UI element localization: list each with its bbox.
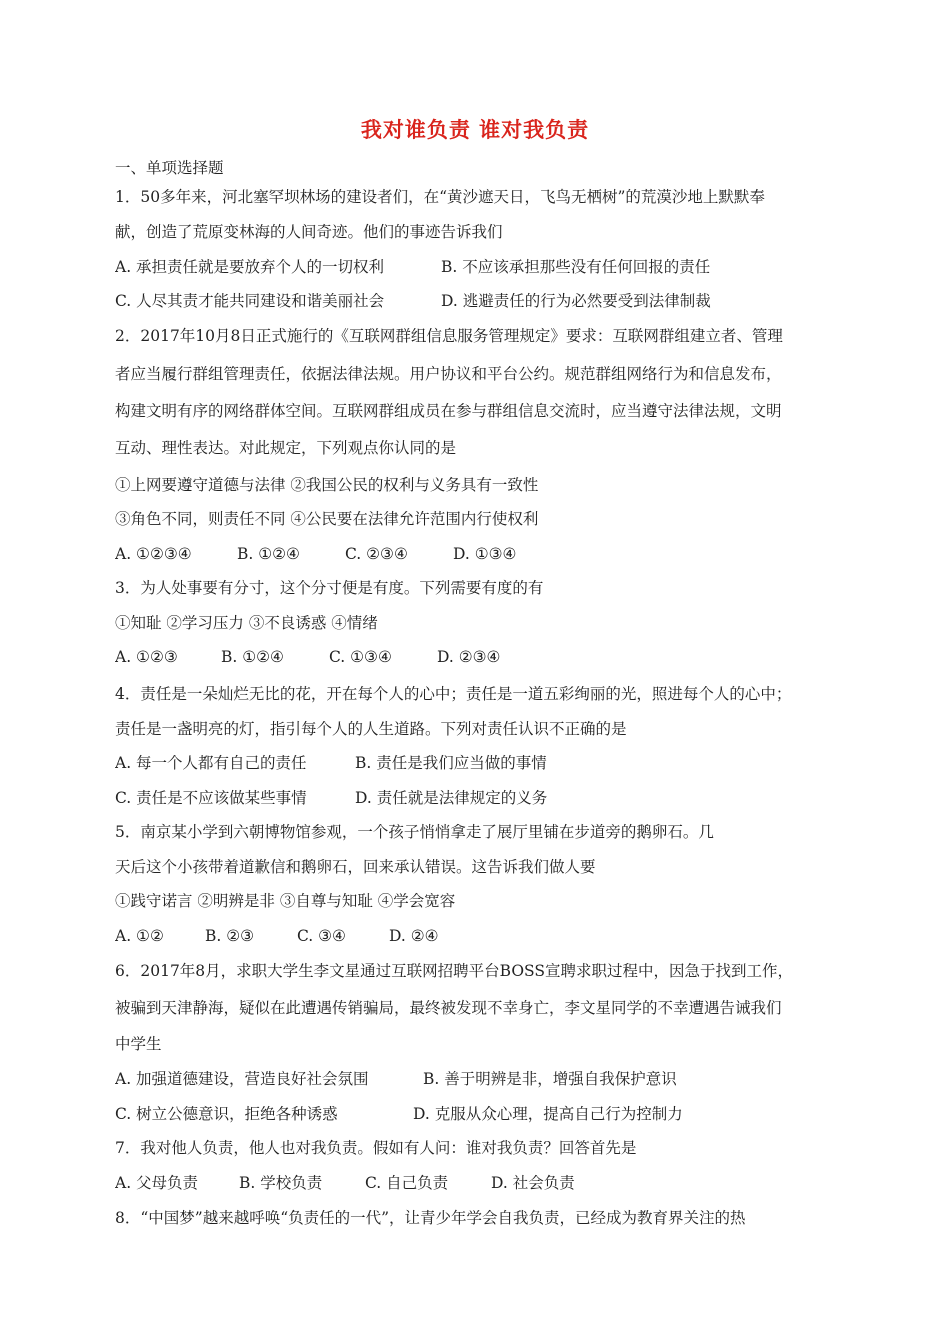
option-d: D. ①③④ (453, 545, 517, 563)
option-a: A. 加强道德建设，营造良好社会氛围 (115, 1070, 369, 1088)
option-c: C. 人尽其责才能共同建设和谐美丽社会 (115, 292, 385, 310)
question-5-stem-line-1: 5．南京某小学到六朝博物馆参观，一个孩子悄悄拿走了展厅里铺在步道旁的鹅卵石。几 (115, 823, 714, 841)
option-a: A. ①②③④ (115, 545, 192, 563)
question-1-options-row-1 (115, 257, 845, 277)
option-a: A. ①② (115, 927, 164, 945)
option-a: A. 承担责任就是要放弃个人的一切权利 (115, 258, 385, 276)
option-d: D. 克服从众心理，提高自己行为控制力 (413, 1105, 683, 1123)
option-a: A. 父母负责 (115, 1174, 199, 1192)
option-b: B. 责任是我们应当做的事情 (355, 754, 547, 772)
question-5-stem-line-2: 天后这个小孩带着道歉信和鹅卵石，回来承认错误。这告诉我们做人要 (115, 858, 596, 876)
question-6-options-row-2 (115, 1104, 845, 1124)
option-b: B. 善于明辨是非，增强自我保护意识 (423, 1070, 677, 1088)
question-2-stem-line-1: 2．2017年10月8日正式施行的《互联网群组信息服务管理规定》要求：互联网群组建立者、管理 (115, 327, 783, 345)
option-c: C. 自己负责 (365, 1174, 449, 1192)
option-b: B. 不应该承担那些没有任何回报的责任 (441, 258, 711, 276)
option-d: D. 责任就是法律规定的义务 (355, 789, 548, 807)
option-b: B. ②③ (205, 927, 255, 945)
option-a: A. 每一个人都有自己的责任 (115, 754, 307, 772)
option-b: B. 学校负责 (239, 1174, 323, 1192)
option-b: B. ①②④ (237, 545, 300, 563)
question-6-stem-line-3: 中学生 (115, 1035, 162, 1053)
question-4-options-row-1 (115, 753, 845, 773)
option-b: B. ①②④ (221, 648, 284, 666)
question-2-items-line-2: ③角色不同，则责任不同 ④公民要在法律允许范围内行使权利 (115, 510, 539, 528)
question-3-items: ①知耻 ②学习压力 ③不良诱惑 ④情绪 (115, 614, 378, 632)
question-7-stem: 7．我对他人负责，他人也对我负责。假如有人问：谁对我负责？回答首先是 (115, 1139, 637, 1157)
option-d: D. ②④ (389, 927, 439, 945)
page-title: 我对谁负责 谁对我负责 (360, 118, 590, 142)
question-6-stem-line-1: 6．2017年8月，求职大学生李文星通过互联网招聘平台BOSS宣聘求职过程中，因急于找到工作， (115, 962, 794, 980)
question-4-stem-line-1: 4．责任是一朵灿烂无比的花，开在每个人的心中；责任是一道五彩绚丽的光，照进每个人的心中； (115, 685, 792, 703)
option-c: C. 责任是不应该做某些事情 (115, 789, 307, 807)
option-c: C. 树立公德意识，拒绝各种诱惑 (115, 1105, 338, 1123)
question-5-options (115, 926, 845, 946)
option-d: D. 逃避责任的行为必然要受到法律制裁 (441, 292, 711, 310)
question-2-stem-line-3: 构建文明有序的网络群体空间。互联网群组成员在参与群组信息交流时，应当遵守法律法规，文明 (115, 402, 782, 420)
question-6-stem-line-2: 被骗到天津静海，疑似在此遭遇传销骗局，最终被发现不幸身亡，李文星同学的不幸遭遇告诫我们 (115, 999, 782, 1017)
option-a: A. ①②③ (115, 648, 178, 666)
question-5-items: ①践守诺言 ②明辨是非 ③自尊与知耻 ④学会宽容 (115, 892, 456, 910)
question-2-options (115, 544, 845, 564)
question-1-stem-line-1: 1．50多年来，河北塞罕坝林场的建设者们，在“黄沙遮天日，飞鸟无栖树”的荒漠沙地上默默奉 (115, 188, 765, 206)
question-6-options-row-1 (115, 1069, 845, 1089)
option-d: D. ②③④ (437, 648, 501, 666)
question-2-stem-line-4: 互动、理性表达。对此规定，下列观点你认同的是 (115, 439, 457, 457)
question-7-options (115, 1173, 845, 1193)
question-4-options-row-2 (115, 788, 845, 808)
question-3-options (115, 647, 845, 667)
option-c: C. ①③④ (329, 648, 392, 666)
question-3-stem: 3．为人处事要有分寸，这个分寸便是有度。下列需要有度的有 (115, 579, 544, 597)
option-c: C. ③④ (297, 927, 346, 945)
option-d: D. 社会负责 (491, 1174, 575, 1192)
question-4-stem-line-2: 责任是一盏明亮的灯，指引每个人的人生道路。下列对责任认识不正确的是 (115, 720, 627, 738)
question-1-stem-line-2: 献，创造了荒原变林海的人间奇迹。他们的事迹告诉我们 (115, 223, 503, 241)
question-8-stem: 8．“中国梦”越来越呼唤“负责任的一代”，让青少年学会自我负责，已经成为教育界关注的热 (115, 1209, 746, 1227)
question-1-options-row-2 (115, 291, 845, 311)
option-c: C. ②③④ (345, 545, 408, 563)
section-heading: 一、单项选择题 (115, 159, 224, 177)
question-2-stem-line-2: 者应当履行群组管理责任，依据法律法规。用户协议和平台公约。规范群组网络行为和信息发布， (115, 365, 782, 383)
question-2-items-line-1: ①上网要遵守道德与法律 ②我国公民的权利与义务具有一致性 (115, 476, 539, 494)
